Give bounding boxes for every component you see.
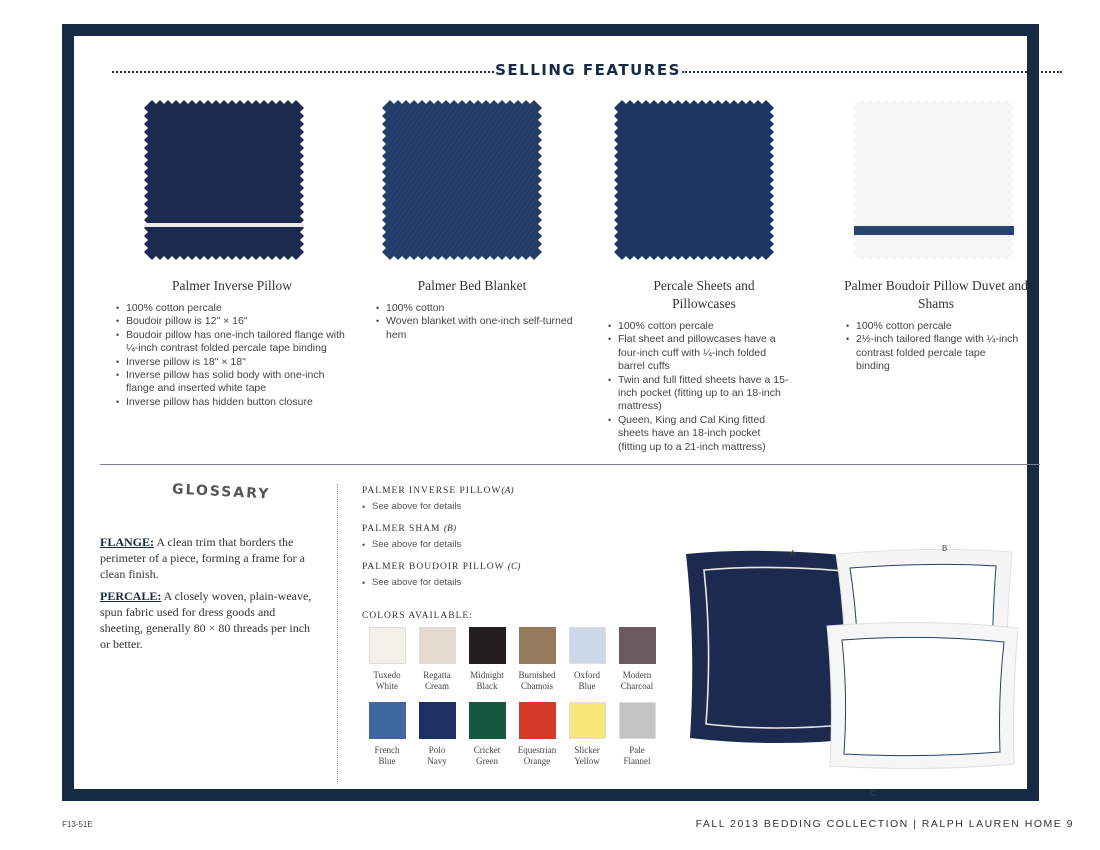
color-name	[612, 745, 662, 769]
color-palette	[362, 627, 662, 777]
color-name-line: Midnight	[470, 670, 504, 680]
pillow-label-a: A	[790, 549, 796, 558]
section-header	[100, 60, 1040, 84]
feature-item: • Woven blanket with one-inch self-turned hem	[374, 315, 590, 342]
color-name-line: Charcoal	[620, 681, 654, 691]
glossary-entry	[100, 588, 315, 652]
color-chip	[519, 702, 556, 739]
color-chip	[419, 627, 456, 664]
glossary	[100, 534, 315, 658]
page-content	[74, 36, 1028, 798]
footer-code: F13-51E	[62, 820, 93, 829]
fabric-swatch	[144, 100, 304, 260]
color-chip	[569, 627, 606, 664]
color-name-line: Cricket	[473, 745, 501, 755]
color-name-line: Orange	[523, 756, 551, 766]
spec-heading	[362, 486, 662, 500]
color-option	[512, 702, 562, 769]
page-frame	[62, 24, 1039, 801]
glossary-definition: A closely woven, plain-weave, spun fabric used for dress goods and sheeting, generally 80 × 80 threads per inch or better.	[100, 589, 312, 651]
color-name-line: Slicker	[574, 745, 600, 755]
feature-item: • 2½-inch tailored flange with ¼-inch contrast folded percale tape binding	[844, 333, 1019, 373]
feature-list	[606, 320, 791, 454]
color-option	[612, 627, 662, 694]
color-option	[612, 702, 662, 769]
spec-note: • See above for details	[362, 576, 662, 600]
color-name-line: White	[376, 681, 398, 691]
color-name-line: Oxford	[574, 670, 600, 680]
feature-item: • Inverse pillow has solid body with one-inch flange and inserted white tape	[114, 369, 350, 396]
glossary-term: PERCALE:	[100, 589, 162, 603]
color-option	[362, 627, 412, 694]
navy-band	[854, 226, 1014, 235]
spec-heading	[362, 562, 662, 576]
feature-item: • Inverse pillow has hidden button closure	[114, 396, 350, 409]
color-name-line: Navy	[427, 756, 447, 766]
color-option	[462, 702, 512, 769]
color-name-line: Green	[476, 756, 498, 766]
color-name-line: Flannel	[623, 756, 651, 766]
color-name-line: Black	[476, 681, 498, 691]
color-option	[412, 702, 462, 769]
color-name-line: French	[374, 745, 400, 755]
spec-note: • See above for details	[362, 538, 662, 562]
fabric-swatch	[614, 100, 774, 260]
color-name-line: Tuxedo	[373, 670, 401, 680]
color-row	[362, 627, 662, 694]
color-name-line: Cream	[425, 681, 449, 691]
feature-item: • Boudoir pillow is 12" × 16"	[114, 315, 350, 328]
product-name: Palmer Bed Blanket	[417, 278, 527, 293]
color-option	[562, 702, 612, 769]
swatch-inverse-pillow	[144, 100, 304, 260]
swatch-bed-blanket	[382, 100, 542, 260]
swatch-boudoir-pillow	[854, 100, 1014, 260]
color-name	[462, 670, 512, 694]
header-divider-right	[682, 71, 1062, 73]
swatch-percale-sheets	[614, 100, 774, 260]
color-name	[362, 745, 412, 769]
pillow-illustration	[674, 506, 1034, 798]
color-name	[412, 745, 462, 769]
color-name-line: Blue	[578, 681, 596, 691]
product-name: Palmer Boudoir Pillow Duvet and Shams	[844, 278, 1028, 311]
color-chip	[619, 627, 656, 664]
color-name-line: Blue	[378, 756, 396, 766]
product-name: Percale Sheets and Pillowcases	[653, 278, 755, 311]
color-name	[462, 745, 512, 769]
glossary-term: FLANGE:	[100, 535, 154, 549]
color-chip	[469, 702, 506, 739]
color-chip	[469, 627, 506, 664]
product-card	[586, 100, 822, 454]
color-name-line: Yellow	[574, 756, 600, 766]
color-name-line: Regatta	[423, 670, 451, 680]
spec-heading	[362, 524, 662, 538]
feature-item: • 100% cotton percale	[606, 320, 791, 333]
color-chip	[369, 627, 406, 664]
color-option	[462, 627, 512, 694]
footer-text: FALL 2013 BEDDING COLLECTION | RALPH LAUREN HOME 9	[695, 818, 1074, 830]
product-card	[826, 100, 1046, 374]
color-name	[562, 745, 612, 769]
color-option	[362, 702, 412, 769]
feature-item: • Inverse pillow is 18" × 18"	[114, 356, 350, 369]
feature-list	[844, 320, 1019, 374]
feature-item: • Flat sheet and pillowcases have a four-inch cuff with ¼-inch folded barrel cuffs	[606, 333, 791, 373]
color-chip	[419, 702, 456, 739]
tape-stripe	[144, 223, 304, 227]
spec-letter: (A)	[501, 486, 514, 496]
glossary-entry	[100, 534, 315, 582]
color-name	[412, 670, 462, 694]
spec-letter: (C)	[507, 562, 521, 572]
feature-item: • Twin and full fitted sheets have a 15-inch pocket (fitting up to an 18-inch mattress)	[606, 374, 791, 414]
spec-note: • See above for details	[362, 500, 662, 524]
glossary-title: GLOSSARY	[171, 481, 271, 503]
color-name	[362, 670, 412, 694]
color-name	[512, 745, 562, 769]
glossary-definition: A clean trim that borders the perimeter of a piece, forming a frame for a clean finish.	[100, 535, 305, 581]
feature-item: • Queen, King and Cal King fitted sheets have an 18-inch pocket (fitting up to a 21-inch mattress)	[606, 414, 791, 454]
color-option	[412, 627, 462, 694]
feature-item: • 100% cotton percale	[844, 320, 1019, 333]
color-name-line: Equestrian	[517, 745, 557, 755]
color-chip	[569, 702, 606, 739]
spec-name: PALMER INVERSE PILLOW	[362, 486, 502, 496]
spec-name: PALMER SHAM	[362, 524, 444, 534]
product-specs	[362, 486, 662, 600]
pillow-label-b: B	[942, 544, 948, 553]
color-chip	[369, 702, 406, 739]
spec-letter: (B)	[443, 524, 457, 534]
column-separator	[337, 484, 338, 784]
color-name-line: Polo	[428, 745, 446, 755]
color-name	[512, 670, 562, 694]
color-row	[362, 702, 662, 769]
pillow-stack-image	[674, 506, 1034, 776]
color-name-line: Modern	[622, 670, 652, 680]
feature-item: • 100% cotton	[374, 302, 590, 315]
section-title: SELLING FEATURES	[495, 61, 681, 79]
feature-list	[114, 302, 350, 409]
product-card	[354, 100, 590, 342]
colors-label: COLORS AVAILABLE:	[362, 611, 473, 621]
header-divider-left	[112, 71, 494, 73]
color-name	[612, 670, 662, 694]
color-name-line: Pale	[629, 745, 645, 755]
color-name-line: Burnished	[518, 670, 556, 680]
color-option	[562, 627, 612, 694]
color-name-line: Chamois	[520, 681, 553, 691]
product-card	[114, 100, 350, 409]
color-option	[512, 627, 562, 694]
fabric-swatch	[382, 100, 542, 260]
fabric-swatch	[854, 100, 1014, 260]
product-name: Palmer Inverse Pillow	[172, 278, 292, 293]
spec-name: PALMER BOUDOIR PILLOW	[362, 562, 508, 572]
color-name	[562, 670, 612, 694]
feature-item: • Boudoir pillow has one-inch tailored flange with ¼-inch contrast folded percale tape binding	[114, 329, 350, 356]
section-divider	[100, 464, 1040, 465]
feature-item: • 100% cotton percale	[114, 302, 350, 315]
pillow-label-c: C	[870, 789, 876, 798]
color-chip	[519, 627, 556, 664]
color-chip	[619, 702, 656, 739]
feature-list	[374, 302, 590, 342]
